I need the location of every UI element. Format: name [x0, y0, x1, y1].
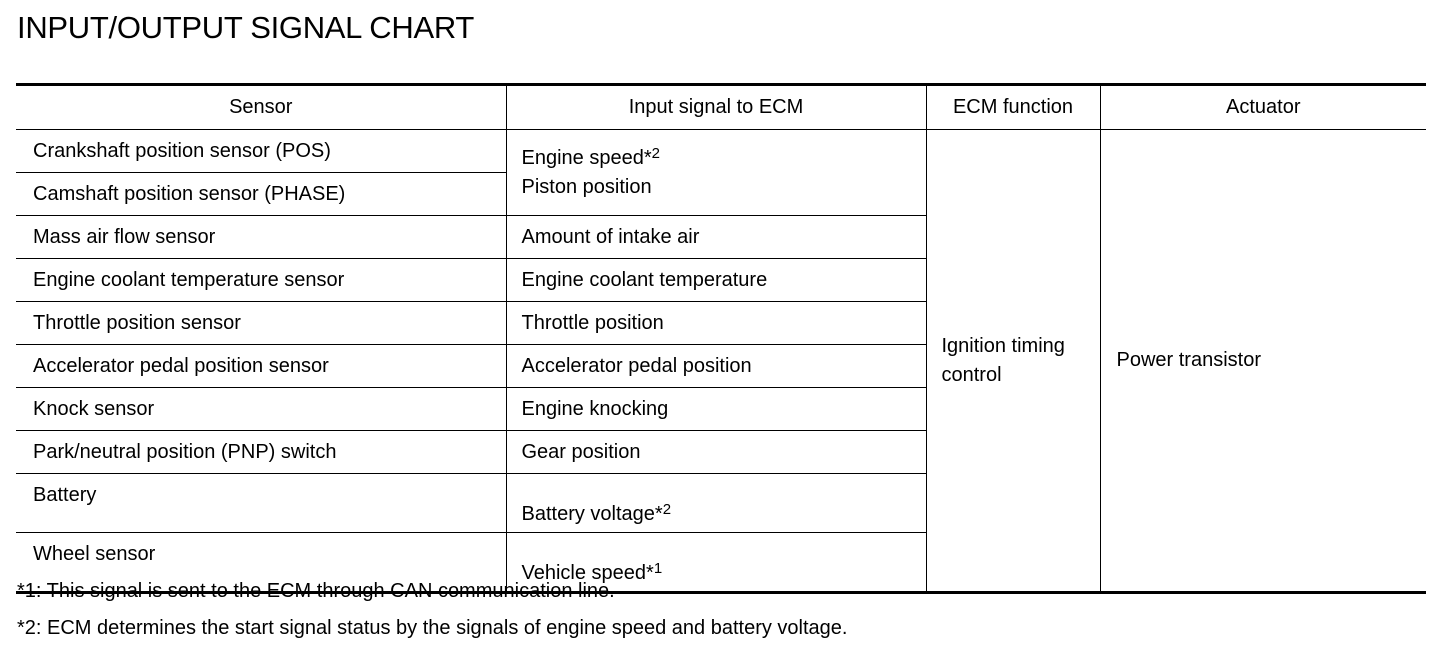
input-signal-cell: Vehicle speed*$^1$ — [506, 533, 926, 593]
input-signal-cell-merged — [506, 130, 926, 216]
sensor-cell: Park/neutral position (PNP) switch — [16, 431, 506, 474]
footnote-2: *2: ECM determines the start signal status by the signals of engine speed and battery voltage. — [17, 617, 848, 639]
input-signal-line: Piston position — [521, 175, 652, 198]
input-signal-cell: Throttle position — [506, 302, 926, 345]
input-signal-cell: Battery voltage*$^2$ — [506, 474, 926, 533]
table-header-row — [16, 85, 1426, 130]
page-title: INPUT/OUTPUT SIGNAL CHART — [17, 10, 474, 45]
input-signal-line: Engine speed*$^2$ — [521, 144, 660, 169]
sensor-cell: Camshaft position sensor (PHASE) — [16, 173, 506, 216]
header-ecm-function: ECM function — [926, 85, 1100, 130]
sensor-cell: Crankshaft position sensor (POS) — [16, 130, 506, 173]
sensor-cell: Throttle position sensor — [16, 302, 506, 345]
footnote-1: *1: This signal is sent to the ECM through CAN communication line. — [17, 580, 615, 602]
sensor-cell: Battery — [16, 474, 506, 533]
sensor-cell: Accelerator pedal position sensor — [16, 345, 506, 388]
header-actuator: Actuator — [1100, 85, 1426, 130]
input-signal-cell: Gear position — [506, 431, 926, 474]
ecm-function-line: Ignition timing — [941, 334, 1065, 357]
ecm-function-line: control — [941, 363, 1002, 386]
sensor-cell: Mass air flow sensor — [16, 216, 506, 259]
sensor-cell: Engine coolant temperature sensor — [16, 259, 506, 302]
table-row — [16, 130, 1426, 173]
ecm-function-cell — [926, 130, 1100, 593]
input-signal-cell: Engine coolant temperature — [506, 259, 926, 302]
sensor-cell: Knock sensor — [16, 388, 506, 431]
header-sensor: Sensor — [16, 85, 506, 130]
input-signal-cell: Engine knocking — [506, 388, 926, 431]
input-signal-cell: Accelerator pedal position — [506, 345, 926, 388]
sensor-cell: Wheel sensor — [16, 533, 506, 593]
header-input-signal: Input signal to ECM — [506, 85, 926, 130]
signal-chart-table — [16, 83, 1426, 594]
input-signal-cell: Amount of intake air — [506, 216, 926, 259]
actuator-cell: Power transistor — [1100, 130, 1426, 593]
